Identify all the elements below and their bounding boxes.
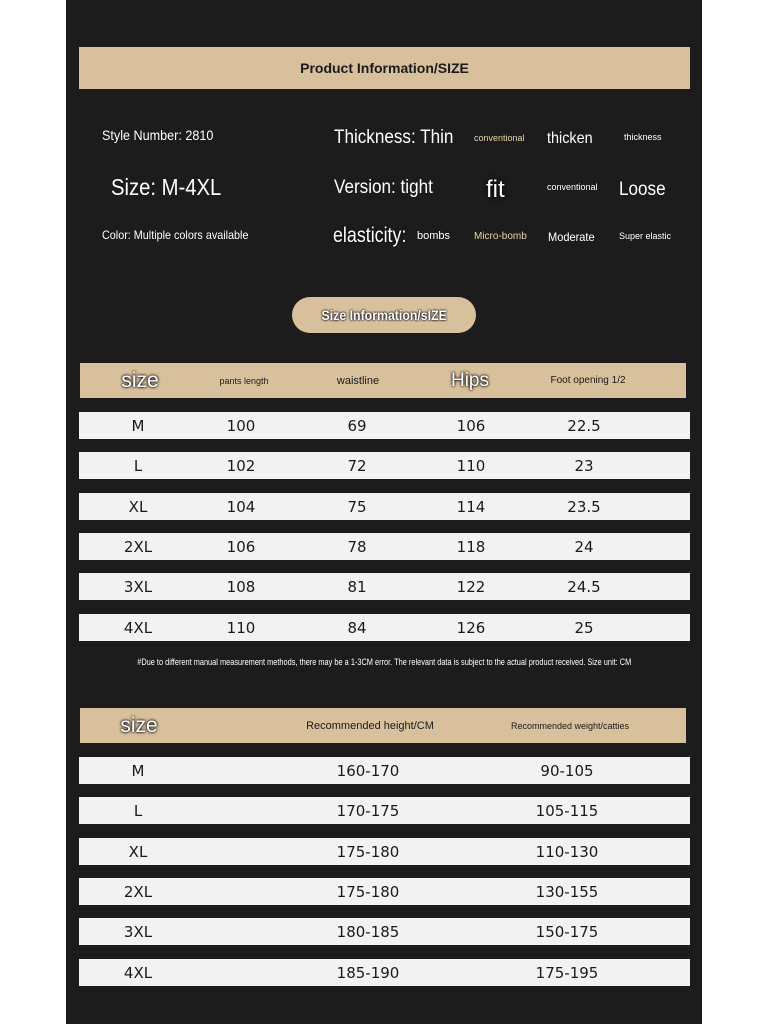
table-row (79, 757, 690, 784)
elasticity-label: elasticity: (333, 224, 407, 247)
thickness-option-conventional: conventional (474, 133, 525, 143)
size-cell: M (131, 416, 145, 435)
pants-length-cell: 104 (226, 497, 256, 516)
foot-opening-cell: 22.5 (567, 416, 601, 435)
height-cell: 180-185 (336, 922, 400, 941)
hips-cell: 106 (456, 416, 486, 435)
version-label: Version: tight (334, 177, 433, 198)
height-cell: 160-170 (336, 761, 400, 780)
thickness-option-thickness: thickness (624, 132, 662, 142)
foot-opening-cell: 24 (574, 537, 594, 556)
waistline-cell: 81 (347, 577, 367, 596)
waistline-cell: 84 (347, 618, 367, 637)
size-cell: 3XL (123, 922, 153, 941)
size-cell: 3XL (123, 577, 153, 596)
hips-cell: 118 (456, 537, 486, 556)
weight-cell: 105-115 (535, 801, 599, 820)
pants-length-cell: 108 (226, 577, 256, 596)
table-row (79, 959, 690, 986)
thickness-option-thicken: thicken (547, 130, 593, 147)
style-number: Style Number: 2810 (102, 127, 214, 143)
weight-cell: 150-175 (535, 922, 599, 941)
table-row (79, 614, 690, 641)
height-cell: 170-175 (336, 801, 400, 820)
size-cell: 4XL (123, 963, 153, 982)
size-cell: 4XL (123, 618, 153, 637)
elasticity-option-micro-bomb: Micro-bomb (474, 231, 527, 242)
hips-cell: 110 (456, 456, 486, 475)
height-cell: 175-180 (336, 882, 400, 901)
foot-opening-cell: 23.5 (567, 497, 601, 516)
pants-length-cell: 100 (226, 416, 256, 435)
table-row (79, 412, 690, 439)
measurement-note-text: #Due to different manual measurement methods, there may be a 1-3CM error. The relevant data is subject to the actual product received. Size unit: CM (137, 657, 632, 667)
table-row (79, 838, 690, 865)
foot-opening-cell: 24.5 (567, 577, 601, 596)
measurement-note (79, 657, 690, 667)
table-row (79, 573, 690, 600)
table-row (79, 493, 690, 520)
table-row (79, 533, 690, 560)
waistline-cell: 72 (347, 456, 367, 475)
size-header: size (121, 368, 159, 392)
hips-cell: 126 (456, 618, 486, 637)
version-option-fit: fit (486, 176, 505, 203)
elasticity-option-super-elastic: Super elastic (619, 231, 672, 241)
foot-opening-cell: 23 (574, 456, 594, 475)
pants-length-cell: 106 (226, 537, 256, 556)
pants-length-header: pants length (219, 375, 269, 386)
color-info: Color: Multiple colors available (102, 228, 249, 242)
hips-header: Hips (450, 369, 489, 391)
weight-cell: 90-105 (540, 761, 594, 780)
recommended-weight-header: Recommended weight/catties (510, 720, 630, 731)
height-cell: 175-180 (336, 842, 400, 861)
size-cell: XL (128, 497, 148, 516)
hips-cell: 114 (456, 497, 486, 516)
weight-cell: 175-195 (535, 963, 599, 982)
size-info-title: Size Information/sIZE (321, 307, 447, 323)
size-info-pill (292, 297, 476, 333)
size-cell: L (133, 456, 143, 475)
table-row (79, 797, 690, 824)
recommend-table-header (80, 708, 686, 743)
table-row (79, 878, 690, 905)
size-cell: L (133, 801, 143, 820)
size-range: Size: M-4XL (111, 174, 222, 200)
foot-opening-header: Foot opening 1/2 (550, 375, 626, 386)
banner-title: Product Information/SIZE (300, 60, 469, 76)
hips-cell: 122 (456, 577, 486, 596)
product-info-banner (79, 47, 690, 89)
size-cell: XL (128, 842, 148, 861)
size-table-header (80, 363, 686, 398)
pants-length-cell: 102 (226, 456, 256, 475)
weight-cell: 130-155 (535, 882, 599, 901)
waistline-cell: 69 (347, 416, 367, 435)
pants-length-cell: 110 (226, 618, 256, 637)
waistline-cell: 75 (347, 497, 367, 516)
weight-cell: 110-130 (535, 842, 599, 861)
thickness-label: Thickness: Thin (334, 127, 454, 148)
version-option-loose: Loose (619, 179, 666, 200)
size-cell: 2XL (123, 882, 153, 901)
size-cell: 2XL (123, 537, 153, 556)
waistline-cell: 78 (347, 537, 367, 556)
recommended-height-header: Recommended height/CM (306, 719, 434, 732)
table-row (79, 452, 690, 479)
foot-opening-cell: 25 (574, 618, 594, 637)
elasticity-option-bombs: bombs (417, 230, 451, 242)
size-header: size (120, 713, 158, 737)
height-cell: 185-190 (336, 963, 400, 982)
elasticity-option-moderate: Moderate (548, 230, 595, 244)
size-cell: M (131, 761, 145, 780)
waistline-header: waistline (336, 374, 380, 387)
table-row (79, 918, 690, 945)
version-option-conventional: conventional (547, 182, 598, 192)
